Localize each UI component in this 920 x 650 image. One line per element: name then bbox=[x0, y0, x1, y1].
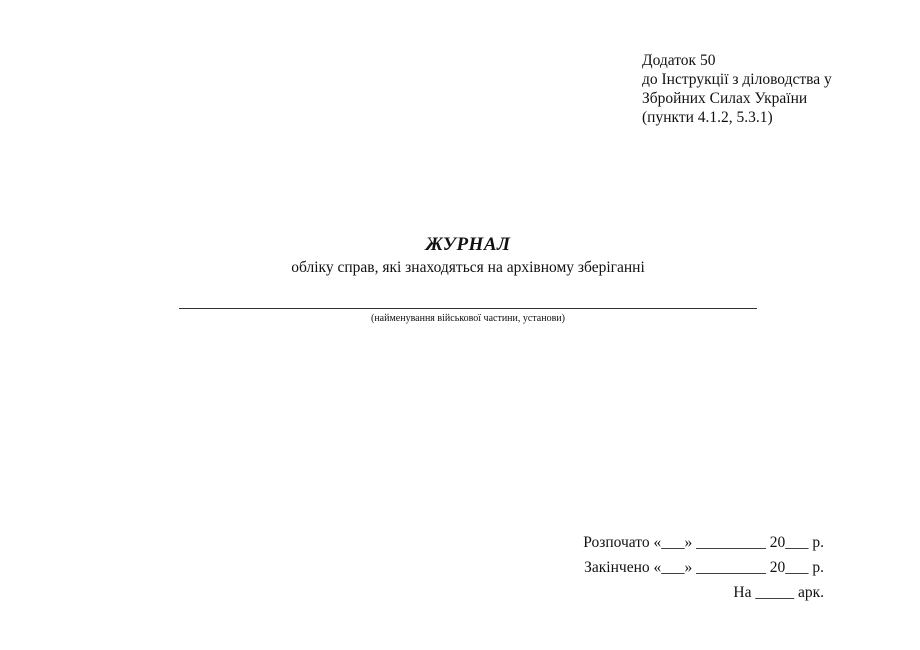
appendix-block bbox=[642, 51, 832, 127]
finished-date: Закінчено «___» _________ 20___ р. bbox=[584, 559, 824, 576]
appendix-points: (пункти 4.1.2, 5.3.1) bbox=[642, 109, 773, 126]
sheet-count: На _____ арк. bbox=[733, 584, 824, 601]
dates-block bbox=[583, 530, 824, 605]
journal-title: ЖУРНАЛ bbox=[425, 234, 511, 255]
appendix-instruction-ref: до Інструкції з діловодства у bbox=[642, 71, 832, 88]
unit-name-caption: (найменування військової частини, установи) bbox=[370, 313, 565, 324]
started-date: Розпочато «___» _________ 20___ р. bbox=[583, 534, 824, 551]
unit-name-line bbox=[179, 308, 757, 309]
appendix-number: Додаток 50 bbox=[642, 52, 716, 69]
appendix-armed-forces: Збройних Силах України bbox=[642, 90, 808, 107]
journal-subtitle: обліку справ, які знаходяться на архівному зберіганні bbox=[291, 259, 645, 276]
